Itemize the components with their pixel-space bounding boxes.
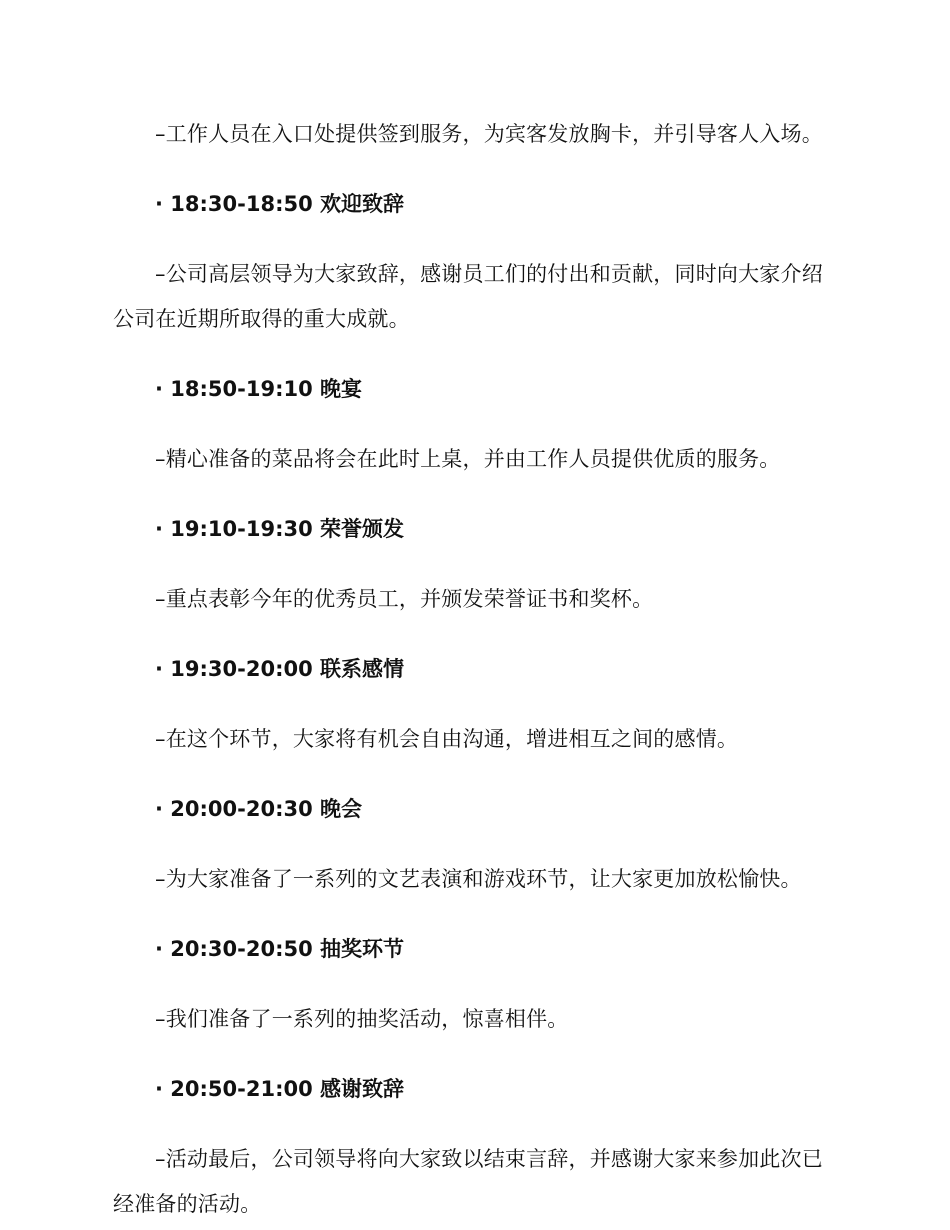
paragraph-welcome: –公司高层领导为大家致辞，感谢员工们的付出和贡献，同时向大家介绍公司在近期所取得的重大成就。 [113, 262, 823, 331]
paragraph-lottery: –我们准备了一系列的抽奖活动，惊喜相伴。 [155, 1007, 569, 1031]
paragraph-awards: –重点表彰今年的优秀员工，并颁发荣誉证书和奖杯。 [155, 587, 654, 611]
schedule-heading-welcome: · 18:30-18:50 欢迎致辞 [155, 192, 405, 216]
schedule-heading-thanks: · 20:50-21:00 感谢致辞 [155, 1077, 405, 1101]
schedule-heading-dinner: · 18:50-19:10 晚宴 [155, 377, 363, 401]
paragraph-gala: –为大家准备了一系列的文艺表演和游戏环节，让大家更加放松愉快。 [155, 867, 802, 891]
schedule-heading-awards: · 19:10-19:30 荣誉颁发 [155, 517, 405, 541]
paragraph-thanks: –活动最后，公司领导将向大家致以结束言辞，并感谢大家来参加此次已经准备的活动。 [113, 1147, 823, 1216]
schedule-heading-lottery: · 20:30-20:50 抽奖环节 [155, 937, 405, 961]
schedule-heading-gala: · 20:00-20:30 晚会 [155, 797, 363, 821]
paragraph-networking: –在这个环节，大家将有机会自由沟通，增进相互之间的感情。 [155, 727, 739, 751]
paragraph-checkin: –工作人员在入口处提供签到服务，为宾客发放胸卡，并引导客人入场。 [155, 122, 823, 146]
document-body [113, 112, 833, 1227]
paragraph-dinner: –精心准备的菜品将会在此时上桌，并由工作人员提供优质的服务。 [155, 447, 781, 471]
schedule-heading-networking: · 19:30-20:00 联系感情 [155, 657, 405, 681]
